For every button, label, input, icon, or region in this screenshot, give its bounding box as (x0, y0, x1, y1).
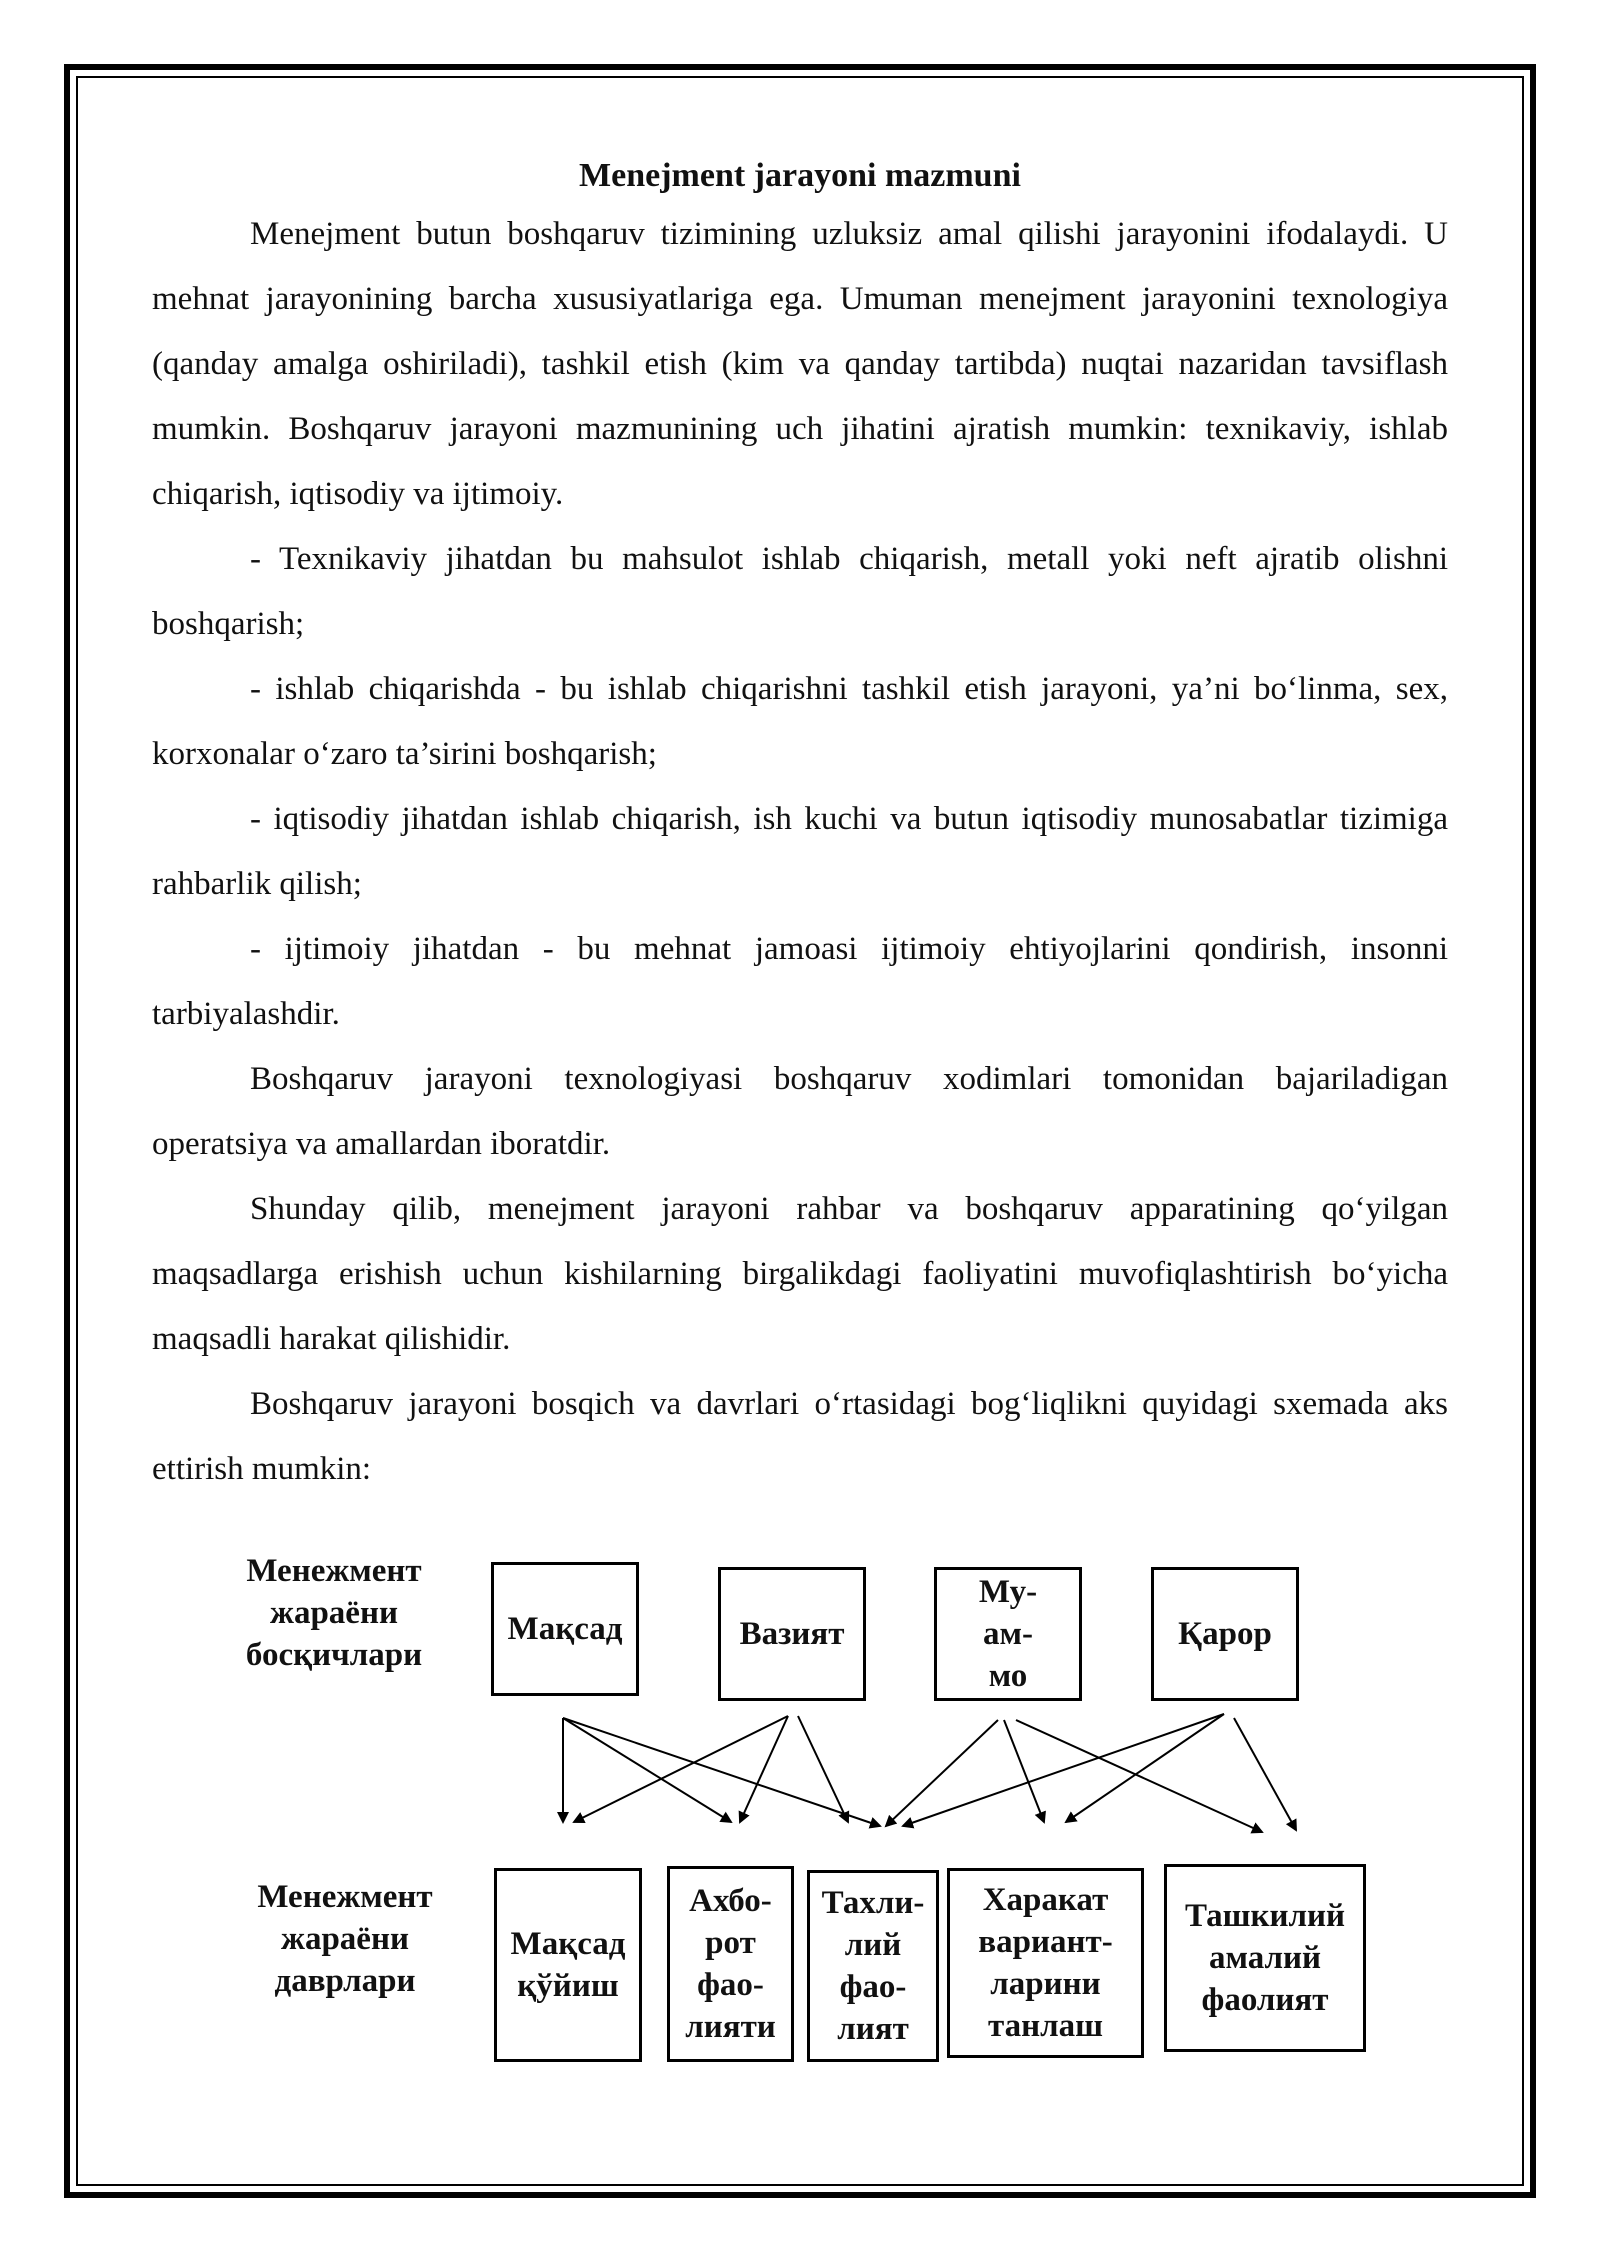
stage-box-problem: Му- ам- мо (934, 1567, 1082, 1701)
document-body (152, 150, 1448, 1502)
period-box-goal-setting: Мақсад қўйиш (494, 1868, 642, 2062)
period-box-analysis: Тахли- лий фао- лият (807, 1870, 939, 2062)
paragraph-social: - ijtimoiy jihatdan - bu mehnat jamoasi ijtimoiy ehtiyojlarini qondirish, insonni tarbiyalashdir. (152, 931, 1448, 1032)
stages-row-label: Менежмент жараёни босқичлари (245, 1553, 423, 1673)
paragraph-economic: - iqtisodiy jihatdan ishlab chiqarish, ish kuchi va butun iqtisodiy munosabatlar tizimiga rahbarlik qilish; (152, 801, 1448, 902)
paragraph-conclusion: Shunday qilib, menejment jarayoni rahbar va boshqaruv apparatining qo‘yilgan maqsadlarga erishish uchun kishilarning birgalikdagi faoliyatini muvofiqlashtirish bo‘yicha maqsadli harakat qilishidir. (152, 1191, 1448, 1357)
paragraph-1: Menejment butun boshqaruv tizimining uzluksiz amal qilishi jarayonini ifodalaydi. U mehnat jarayonining barcha xususiyatlariga ega. Umuman menejment jarayonini texnologiya (qanday amalga oshiriladi), tashkil etish (kim va qanday tartibda) nuqtai nazaridan tavsiflash mumkin. Boshqaruv jarayoni mazmunining uch jihatini ajratish mumkin: texnikaviy, ishlab chiqarish, iqtisodiy va ijtimoiy. (152, 216, 1448, 512)
period-box-organizational: Ташкилий амалий фаолият (1164, 1864, 1366, 2052)
paragraph-technical: - Texnikaviy jihatdan bu mahsulot ishlab chiqarish, metall yoki neft ajratib olishni boshqarish; (152, 541, 1448, 642)
period-box-action-choice: Харакат вариант- ларини танлаш (947, 1868, 1144, 2058)
stage-box-situation: Вазият (718, 1567, 866, 1701)
paragraph-production: - ishlab chiqarishda - bu ishlab chiqarishni tashkil etish jarayoni, ya’ni bo‘linma, sex, korxonalar o‘zaro ta’sirini boshqarish; (152, 671, 1448, 772)
paragraph-scheme-intro: Boshqaruv jarayoni bosqich va davrlari o‘rtasidagi bog‘liqlikni quyidagi sxemada aks ettirish mumkin: (152, 1386, 1448, 1487)
period-box-information: Ахбо- рот фао- лияти (667, 1866, 794, 2062)
stage-box-decision: Қарор (1151, 1567, 1299, 1701)
document-title: Menejment jarayoni mazmuni (579, 157, 1021, 194)
paragraph-technology: Boshqaruv jarayoni texnologiyasi boshqaruv xodimlari tomonidan bajariladigan operatsiya va amallardan iboratdir. (152, 1061, 1448, 1162)
periods-row-label: Менежмент жараёни даврлари (257, 1879, 433, 1999)
stage-box-goal: Мақсад (491, 1562, 639, 1696)
